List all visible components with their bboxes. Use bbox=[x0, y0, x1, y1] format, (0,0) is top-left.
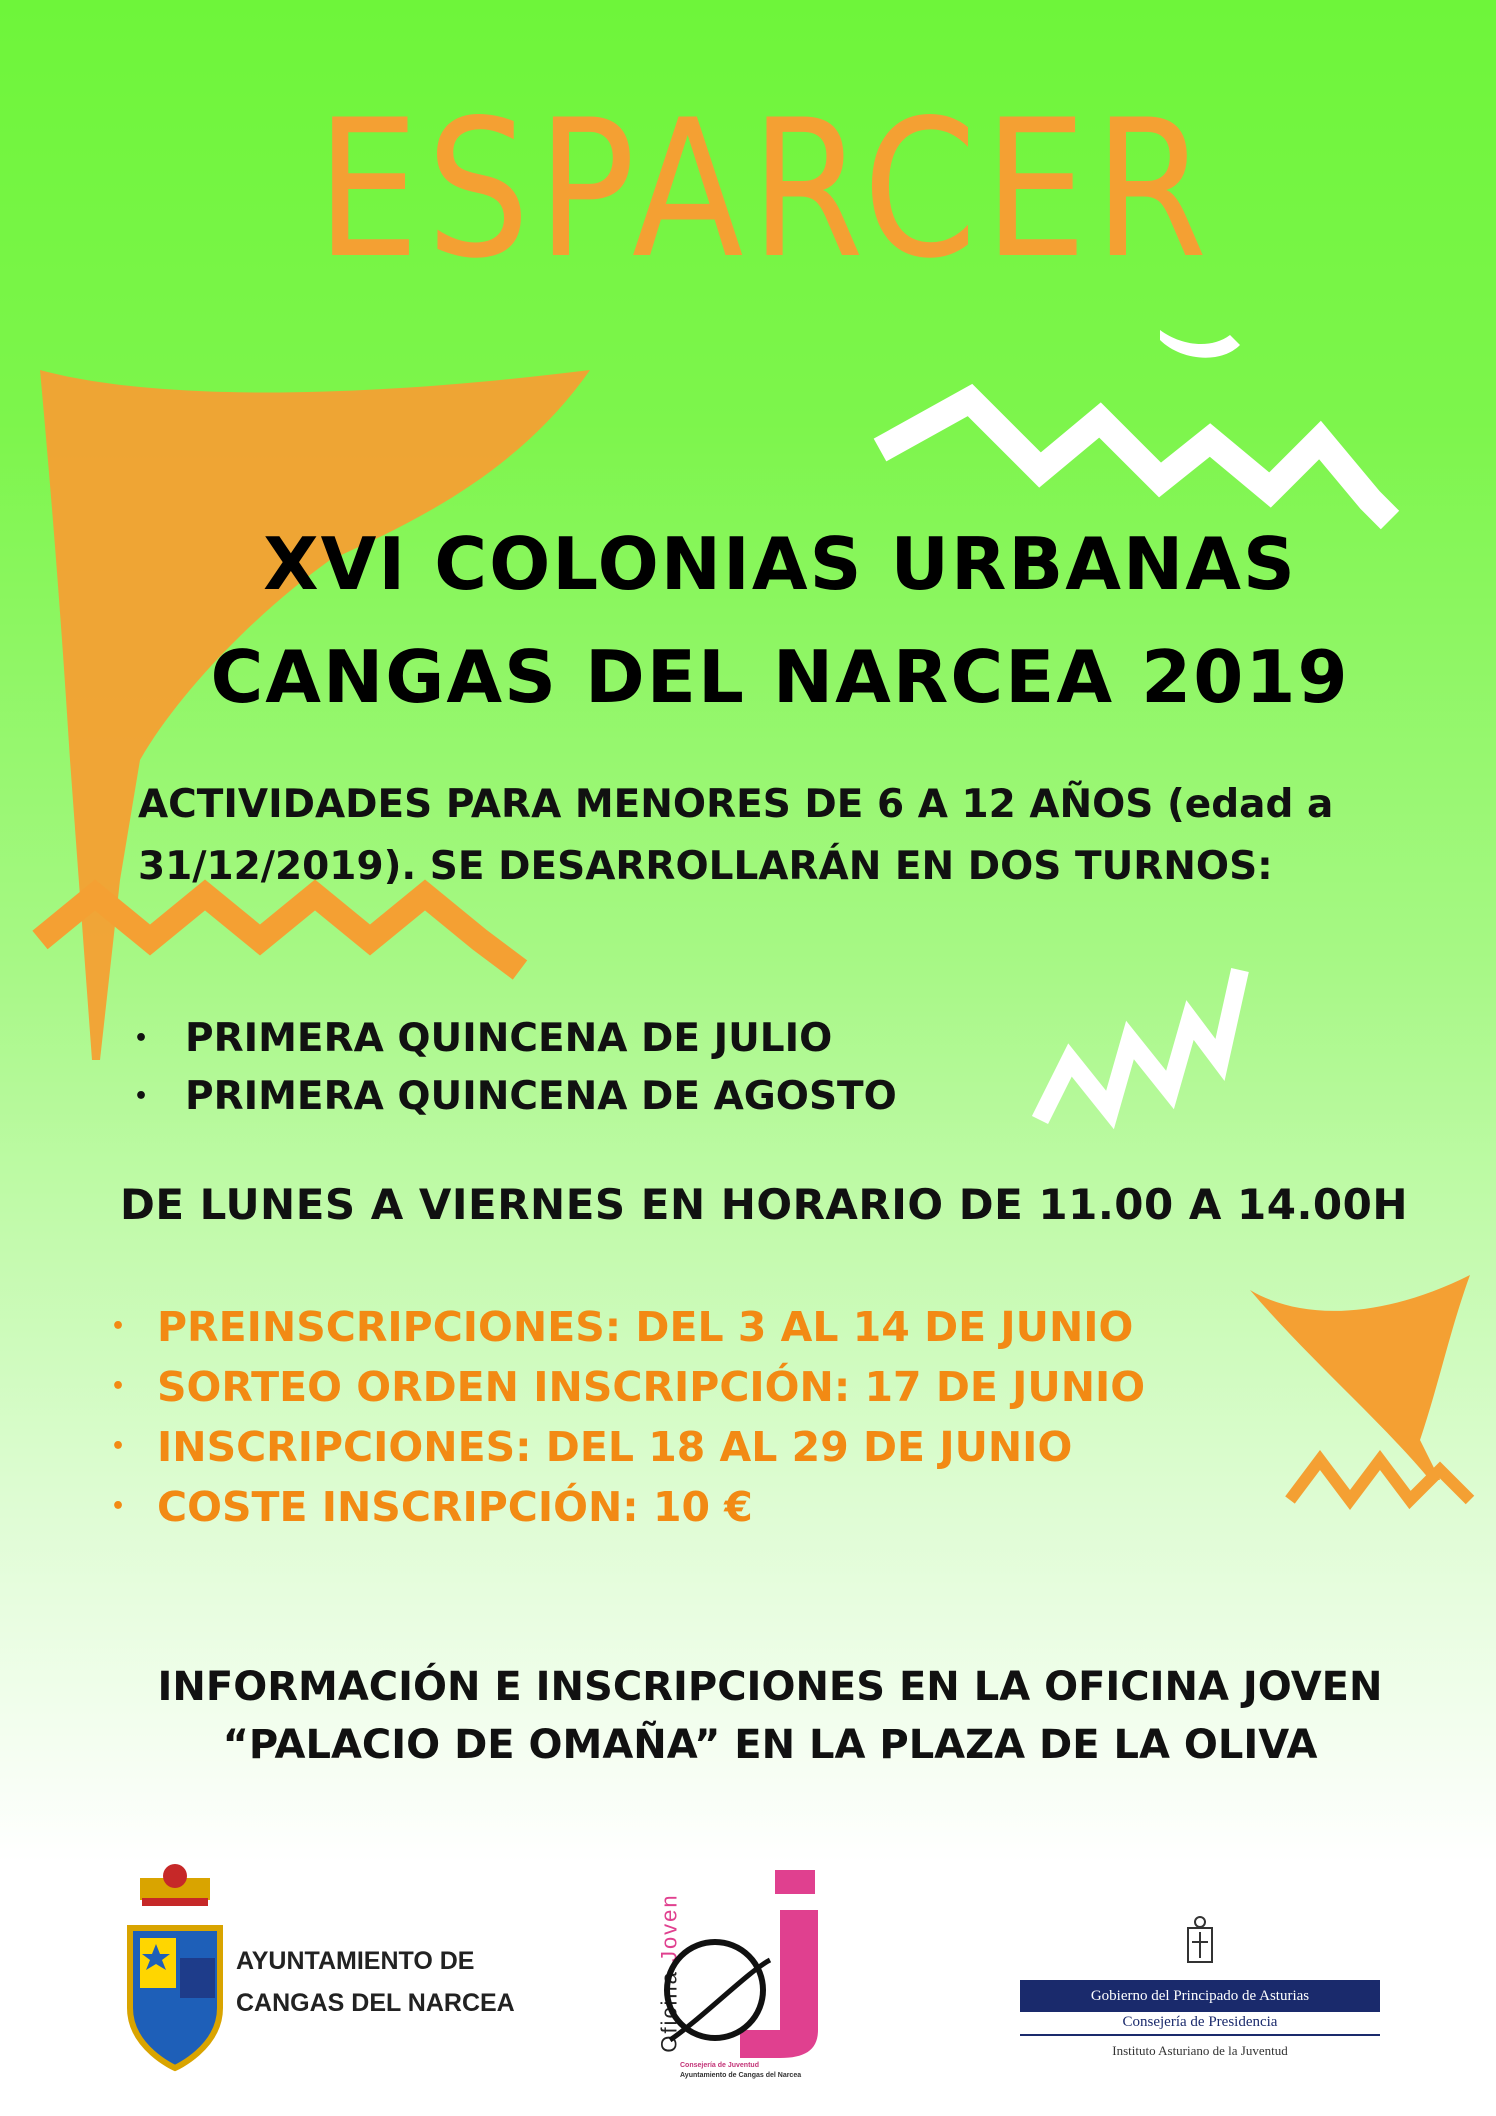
orange-zigzag-right bbox=[1290, 1460, 1470, 1500]
shift-list bbox=[130, 1010, 897, 1126]
date-item: • COSTE INSCRIPCIÓN: 10 € bbox=[105, 1477, 1145, 1537]
oficina-joven-subtitle-2: Ayuntamiento de Cangas del Narcea bbox=[680, 2072, 802, 2079]
intro-line-2: 31/12/2019). SE DESARROLLARÁN EN DOS TURNOS: bbox=[138, 844, 1273, 889]
gobierno-asturias-logo bbox=[1020, 1910, 1380, 2080]
white-zigzag-top bbox=[880, 400, 1390, 520]
oficina-joven-logo bbox=[600, 1860, 850, 2100]
gov-line-3: Instituto Asturiano de la Juventud bbox=[1112, 2043, 1288, 2058]
white-accent-mark bbox=[1160, 330, 1240, 358]
gov-line-1: Gobierno del Principado de Asturias bbox=[1020, 1980, 1380, 2012]
orange-flag-small bbox=[1250, 1275, 1470, 1480]
ayuntamiento-line-2: CANGAS DEL NARCEA bbox=[236, 1989, 515, 2017]
date-item: • PREINSCRIPCIONES: DEL 3 AL 14 DE JUNIO bbox=[105, 1297, 1145, 1357]
schedule-hours: DE LUNES A VIERNES EN HORARIO DE 11.00 A 14.00H bbox=[120, 1180, 1408, 1229]
logos-footer bbox=[0, 1850, 1496, 2116]
ayuntamiento-line-1: AYUNTAMIENTO DE bbox=[236, 1947, 475, 1975]
info-line-2: “PALACIO DE OMAÑA” EN LA PLAZA DE LA OLIVA bbox=[222, 1722, 1318, 1768]
date-item: • INSCRIPCIONES: DEL 18 AL 29 DE JUNIO bbox=[105, 1417, 1145, 1477]
shift-item: • PRIMERA QUINCENA DE JULIO bbox=[130, 1010, 897, 1068]
brand-title: ESPARCER bbox=[316, 79, 1215, 300]
dates-list bbox=[105, 1297, 1145, 1537]
title-line-1: XVI COLONIAS URBANAS bbox=[263, 522, 1297, 606]
oficina-joven-subtitle-1: Consejería de Juventud bbox=[680, 2062, 759, 2069]
white-zigzag-mid bbox=[1040, 970, 1240, 1120]
shift-item: • PRIMERA QUINCENA DE AGOSTO bbox=[130, 1068, 897, 1126]
joven-word: Joven bbox=[656, 1893, 682, 1963]
ayuntamiento-name bbox=[236, 1940, 515, 2024]
date-item: • SORTEO ORDEN INSCRIPCIÓN: 17 DE JUNIO bbox=[105, 1357, 1145, 1417]
asturias-crest-icon bbox=[1180, 1914, 1220, 1970]
intro-text bbox=[138, 774, 1398, 898]
intro-line-1: ACTIVIDADES PARA MENORES DE 6 A 12 AÑOS (edad a bbox=[138, 782, 1334, 827]
title-line-2: CANGAS DEL NARCEA 2019 bbox=[210, 635, 1350, 719]
info-line-1: INFORMACIÓN E INSCRIPCIONES EN LA OFICINA JOVEN bbox=[157, 1664, 1383, 1710]
gov-line-2: Consejería de Presidencia bbox=[1020, 2014, 1380, 2036]
oj-mark-icon bbox=[640, 1860, 890, 2060]
oficina-word: Oficina bbox=[656, 1970, 682, 2053]
coat-of-arms-icon bbox=[120, 1858, 230, 2088]
ayuntamiento-logo bbox=[120, 1850, 540, 2100]
